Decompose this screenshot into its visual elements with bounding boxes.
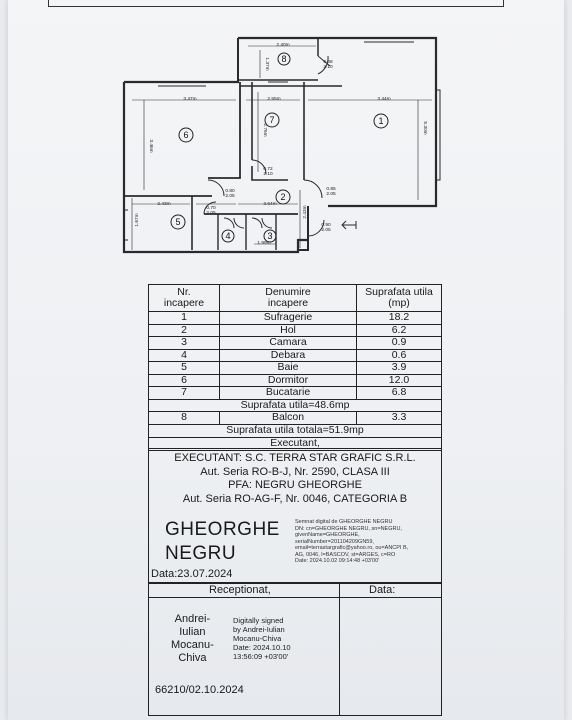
cell-name: Bucatarie — [220, 387, 357, 400]
cell-area: 6.8 — [357, 387, 442, 400]
floor-plan — [8, 0, 564, 280]
table-row — [149, 412, 442, 425]
header-area: Suprafata utila (mp) — [357, 285, 442, 312]
cell-area: 3.3 — [357, 412, 442, 425]
dim-label: 2.76m — [262, 123, 267, 137]
room-area-table — [148, 284, 442, 451]
signer-name-last: NEGRU — [165, 543, 237, 564]
room-label-1: 1 — [378, 116, 384, 126]
cell-name: Camara — [220, 337, 357, 350]
dim-label: 3.64m — [263, 202, 277, 207]
data-label: Data: — [369, 584, 396, 596]
door-label: 0.68 2.10 — [323, 60, 333, 70]
door-label: 0.90 2.05 — [321, 223, 331, 233]
executant-pfa: PFA: NEGRU GHEORGHE — [228, 479, 362, 491]
table-row — [149, 337, 442, 350]
cell-nr: 8 — [149, 412, 220, 425]
table-row — [149, 362, 442, 375]
table-row — [149, 374, 442, 387]
cell-area: 18.2 — [357, 312, 442, 325]
cell-name: Hol — [220, 324, 357, 337]
cell-nr: 2 — [149, 324, 220, 337]
door-label: 0.70 2.05 — [206, 206, 216, 216]
executant-authorization: Aut. Seria RO-B-J, Nr. 2590, CLASA III — [200, 465, 390, 478]
cell-name: Dormitor — [220, 374, 357, 387]
reception-number: 66210/02.10.2024 — [155, 684, 244, 696]
dim-label: 2.43m — [157, 202, 171, 207]
cell-area: 0.9 — [357, 337, 442, 350]
cell-name: Sufragerie — [220, 312, 357, 325]
room-label-5: 5 — [175, 217, 181, 227]
executant-box — [148, 448, 442, 584]
executant-date: Data:23.07.2024 — [151, 568, 233, 580]
cell-nr: 1 — [149, 312, 220, 325]
cell-nr: 3 — [149, 337, 220, 350]
useful-area-total: Suprafata utila=48.6mp — [149, 399, 442, 412]
table-row — [149, 312, 442, 325]
table-row — [149, 324, 442, 337]
dim-label: 2.43m — [303, 205, 308, 219]
total-useful-area: Suprafata utila totala=51.9mp — [149, 424, 442, 437]
total-area-row — [149, 424, 442, 437]
room-label-3: 3 — [267, 231, 273, 241]
table-header-row — [149, 285, 442, 312]
cell-name: Balcon — [220, 412, 357, 425]
room-label-6: 6 — [183, 130, 189, 140]
pfa-authorization: Aut. Seria RO-AG-F, Nr. 0046, CATEGORIA B — [182, 492, 408, 505]
dim-label: 1.37m — [264, 57, 269, 71]
dim-label: 3.47m — [183, 97, 197, 102]
document-page — [8, 0, 564, 720]
cell-area: 12.0 — [357, 374, 442, 387]
table-row — [149, 349, 442, 362]
door-label: 0.85 2.05 — [326, 187, 336, 197]
header-nr: Nr. incapere — [149, 285, 220, 312]
receiver-digital-signature: Digitally signed by Andrei-Iulian Mocanu-Chiva Date: 2024.10.10 13:56:09 +03'00' — [233, 616, 291, 661]
cell-name: Debara — [220, 349, 357, 362]
room-label-8: 8 — [281, 54, 287, 64]
digital-signature-details: Semnat digital de GHEORGHE NEGRU DN: cn=GHEORGHE NEGRU, sn=NEGRU, givenName=GHEORGHE, serialNumber=201104209GN59, email=terrastargrafic@yahoo.ro, ou=ANCPI B, AG, 0046, l=BASCOV, st=ARGES, c=RO Date: 2024.10.02 09:14:48 +03'00' — [295, 519, 409, 564]
cell-nr: 4 — [149, 349, 220, 362]
dim-label: 5.30m — [422, 121, 427, 135]
dim-label: 2.40m — [276, 43, 290, 48]
room-label-2: 2 — [280, 192, 286, 202]
cell-nr: 5 — [149, 362, 220, 375]
cell-nr: 6 — [149, 374, 220, 387]
table-row — [149, 387, 442, 400]
door-label: 0.80 2.05 — [225, 189, 235, 199]
dim-label: 1.99m — [257, 241, 271, 246]
door-label: 0.72 2.10 — [263, 167, 273, 177]
room-label-4: 4 — [225, 231, 231, 241]
cell-area: 3.9 — [357, 362, 442, 375]
receptionat-box — [148, 582, 442, 716]
dim-label: 1.67m — [135, 213, 140, 227]
receiver-name: Andrei- Iulian Mocanu- Chiva — [171, 613, 214, 664]
useful-area-row — [149, 399, 442, 412]
receptionat-label: Receptionat, — [209, 584, 271, 596]
cell-area: 0.6 — [357, 349, 442, 362]
cell-nr: 7 — [149, 387, 220, 400]
dim-label: 2.55m — [267, 97, 281, 102]
dim-label: 3.44m — [377, 97, 391, 102]
cell-name: Baie — [220, 362, 357, 375]
header-name: Denumire incapere — [220, 285, 357, 312]
room-label-7: 7 — [269, 115, 275, 125]
signer-name-first: GHEORGHE — [165, 519, 280, 540]
executant-label: Executant, — [149, 437, 442, 450]
cell-area: 6.2 — [357, 324, 442, 337]
dim-label: 3.46m — [148, 139, 153, 153]
executant-company: EXECUTANT: S.C. TERRA STAR GRAFIC S.R.L. — [174, 452, 416, 464]
